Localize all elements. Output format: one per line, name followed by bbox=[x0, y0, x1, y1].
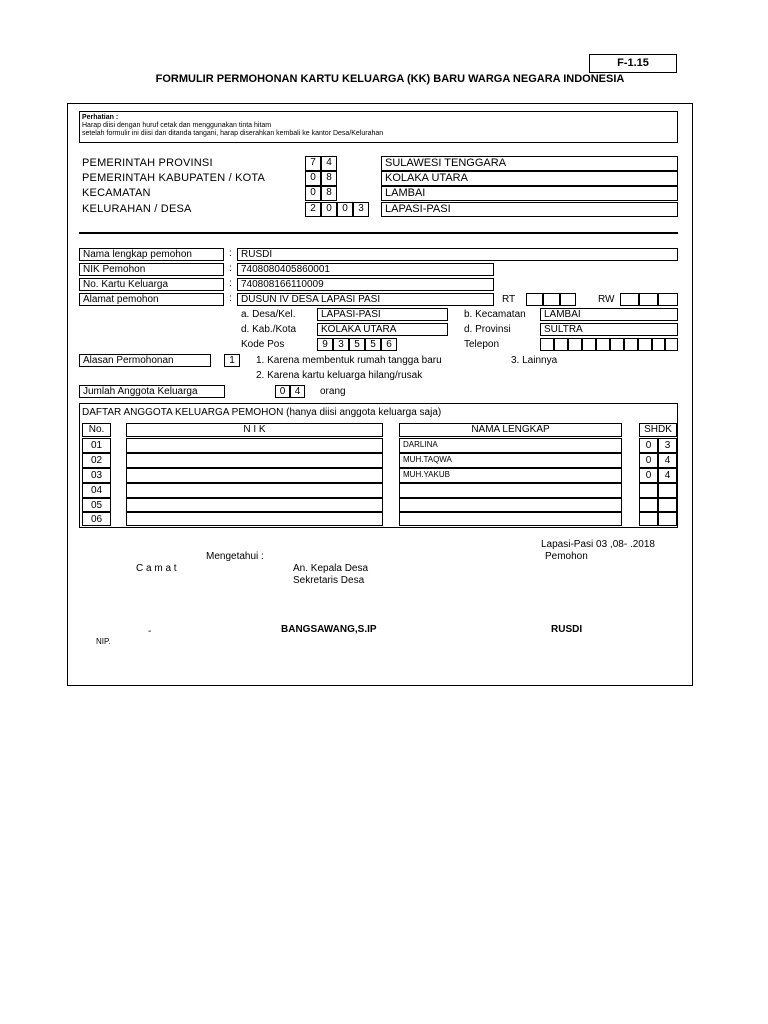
kepala-desa-label: An. Kepala Desa bbox=[293, 563, 369, 574]
members-count-unit: orang bbox=[320, 386, 346, 397]
row-no: 01 bbox=[82, 438, 111, 453]
village-code-digit: 2 bbox=[305, 202, 321, 217]
applicant-role: Pemohon bbox=[545, 551, 588, 562]
regency-label: d. Kab./Kota bbox=[241, 324, 297, 335]
colon: : bbox=[229, 248, 232, 259]
district-field[interactable]: LAMBAI bbox=[540, 308, 678, 321]
phone-digit[interactable] bbox=[540, 338, 554, 351]
applicant-nik-label: NIK Pemohon bbox=[79, 263, 224, 276]
colon: : bbox=[229, 278, 232, 289]
row-shdk-digit[interactable]: 4 bbox=[658, 453, 677, 468]
row-nik[interactable] bbox=[126, 438, 383, 453]
applicant-signature-name: RUSDI bbox=[551, 624, 583, 635]
members-count-digit[interactable]: 4 bbox=[290, 385, 305, 398]
section-divider bbox=[79, 232, 678, 234]
province-label: d. Provinsi bbox=[464, 324, 511, 335]
postal-digit[interactable]: 5 bbox=[349, 338, 365, 351]
reason-option-2: 2. Karena kartu keluarga hilang/rusak bbox=[256, 370, 423, 381]
row-shdk-digit[interactable] bbox=[658, 483, 677, 498]
address-field[interactable]: DUSUN IV DESA LAPASI PASI bbox=[237, 293, 494, 306]
form-title: FORMULIR PERMOHONAN KARTU KELUARGA (KK) BARU WARGA NEGARA INDONESIA bbox=[155, 73, 625, 85]
rw-digit[interactable] bbox=[620, 293, 639, 306]
row-name[interactable]: DARLINA bbox=[399, 438, 622, 453]
postal-digit[interactable]: 6 bbox=[381, 338, 397, 351]
members-count-label: Jumlah Anggota Keluarga bbox=[79, 385, 225, 398]
regency-field[interactable]: KOLAKA UTARA bbox=[317, 323, 448, 336]
camat-nip: NIP. bbox=[96, 637, 111, 646]
district-name: LAMBAI bbox=[381, 186, 678, 201]
row-name[interactable] bbox=[399, 498, 622, 512]
label-province: PEMERINTAH PROVINSI bbox=[82, 157, 213, 169]
camat-name: - bbox=[148, 626, 152, 637]
village-code-digit: 0 bbox=[337, 202, 353, 217]
camat-label: C a m a t bbox=[136, 563, 177, 574]
postal-label: Kode Pos bbox=[241, 339, 285, 350]
phone-digit[interactable] bbox=[554, 338, 568, 351]
members-count-digit[interactable]: 0 bbox=[275, 385, 290, 398]
regency-code-digit: 8 bbox=[321, 171, 337, 186]
colon: : bbox=[229, 263, 232, 274]
acknowledged-label: Mengetahui : bbox=[206, 551, 264, 562]
village-code-digit: 0 bbox=[321, 202, 337, 217]
village-label: a. Desa/Kel. bbox=[241, 309, 296, 320]
row-name[interactable]: MUH.TAQWA bbox=[399, 453, 622, 468]
postal-digit[interactable]: 9 bbox=[317, 338, 333, 351]
row-shdk-digit[interactable]: 4 bbox=[658, 468, 677, 483]
row-nik[interactable] bbox=[126, 453, 383, 468]
regency-name: KOLAKA UTARA bbox=[381, 171, 678, 186]
village-code-digit: 3 bbox=[353, 202, 369, 217]
rt-digit[interactable] bbox=[526, 293, 543, 306]
row-shdk-digit[interactable]: 0 bbox=[639, 468, 658, 483]
label-village: KELURAHAN / DESA bbox=[82, 203, 192, 215]
row-shdk-digit[interactable]: 0 bbox=[639, 453, 658, 468]
notice-heading: Perhatian : bbox=[82, 114, 119, 121]
reason-option-3: 3. Lainnya bbox=[511, 355, 558, 366]
postal-digit[interactable]: 3 bbox=[333, 338, 349, 351]
rw-digit[interactable] bbox=[658, 293, 678, 306]
header-name: NAMA LENGKAP bbox=[399, 423, 622, 437]
form-code: F-1.15 bbox=[617, 57, 649, 69]
village-field[interactable]: LAPASI-PASI bbox=[317, 308, 448, 321]
rt-digit[interactable] bbox=[543, 293, 560, 306]
province-name: SULAWESI TENGGARA bbox=[381, 156, 678, 171]
row-shdk-digit[interactable]: 3 bbox=[658, 438, 677, 453]
province-code-digit: 4 bbox=[321, 156, 337, 171]
reason-value[interactable]: 1 bbox=[224, 354, 240, 367]
phone-label: Telepon bbox=[464, 339, 500, 350]
row-name[interactable] bbox=[399, 512, 622, 526]
row-shdk-digit[interactable]: 0 bbox=[639, 438, 658, 453]
reason-option-1: 1. Karena membentuk rumah tangga baru bbox=[256, 355, 442, 366]
row-shdk-digit[interactable] bbox=[658, 498, 677, 512]
district-code-digit: 8 bbox=[321, 186, 337, 201]
applicant-name-field[interactable]: RUSDI bbox=[237, 248, 678, 261]
sekretaris-label: Sekretaris Desa bbox=[293, 575, 365, 586]
header-nik: N I K bbox=[126, 423, 383, 437]
phone-digit[interactable] bbox=[638, 338, 652, 351]
village-name: LAPASI-PASI bbox=[381, 202, 678, 217]
place-date: Lapasi-Pasi 03 ,08- .2018 bbox=[541, 539, 655, 550]
rt-label: RT bbox=[502, 294, 516, 305]
postal-digit[interactable]: 5 bbox=[365, 338, 381, 351]
phone-digit[interactable] bbox=[624, 338, 638, 351]
kk-number-field[interactable]: 740808166110009 bbox=[237, 278, 494, 291]
row-nik[interactable] bbox=[126, 498, 383, 512]
row-shdk-digit[interactable] bbox=[639, 512, 658, 526]
row-no: 05 bbox=[82, 498, 111, 512]
regency-code-digit: 0 bbox=[305, 171, 321, 186]
secretary-name: BANGSAWANG,S.IP bbox=[281, 624, 377, 635]
province-code-digit: 7 bbox=[305, 156, 321, 171]
district-code-digit: 0 bbox=[305, 186, 321, 201]
rt-digit[interactable] bbox=[560, 293, 576, 306]
phone-digit[interactable] bbox=[568, 338, 582, 351]
notice-line-1: Harap diisi dengan huruf cetak dan menggunakan tinta hitam bbox=[82, 122, 272, 129]
row-name[interactable]: MUH.YAKUB bbox=[399, 468, 622, 483]
header-shdk: SHDK bbox=[639, 423, 677, 437]
phone-digit[interactable] bbox=[665, 338, 678, 351]
label-district: KECAMATAN bbox=[82, 187, 151, 199]
reason-label: Alasan Permohonan bbox=[79, 354, 211, 367]
row-shdk-digit[interactable] bbox=[658, 512, 677, 526]
row-no: 04 bbox=[82, 483, 111, 498]
phone-digit[interactable] bbox=[652, 338, 665, 351]
applicant-name-label: Nama lengkap pemohon bbox=[79, 248, 224, 261]
row-no: 02 bbox=[82, 453, 111, 468]
phone-digit[interactable] bbox=[596, 338, 610, 351]
row-no: 03 bbox=[82, 468, 111, 483]
members-table-title: DAFTAR ANGGOTA KELUARGA PEMOHON (hanya diisi anggota keluarga saja) bbox=[82, 407, 442, 418]
province-field[interactable]: SULTRA bbox=[540, 323, 678, 336]
rw-label: RW bbox=[598, 294, 615, 305]
header-no: No. bbox=[82, 423, 111, 437]
district-label: b. Kecamatan bbox=[464, 309, 526, 320]
notice-line-2: setelah formulir ini diisi dan ditanda tangani, harap diserahkan kembali ke kantor Desa/Kelurahan bbox=[82, 130, 384, 137]
row-nik[interactable] bbox=[126, 512, 383, 526]
phone-digit[interactable] bbox=[610, 338, 624, 351]
applicant-nik-field[interactable]: 7408080405860001 bbox=[237, 263, 494, 276]
row-no: 06 bbox=[82, 512, 111, 526]
row-nik[interactable] bbox=[126, 483, 383, 498]
colon: : bbox=[229, 293, 232, 304]
label-regency: PEMERINTAH KABUPATEN / KOTA bbox=[82, 172, 266, 184]
row-shdk-digit[interactable] bbox=[639, 483, 658, 498]
row-shdk-digit[interactable] bbox=[639, 498, 658, 512]
kk-number-label: No. Kartu Keluarga bbox=[79, 278, 224, 291]
address-label: Alamat pemohon bbox=[79, 293, 224, 306]
row-nik[interactable] bbox=[126, 468, 383, 483]
rw-digit[interactable] bbox=[639, 293, 658, 306]
phone-digit[interactable] bbox=[582, 338, 596, 351]
row-name[interactable] bbox=[399, 483, 622, 498]
